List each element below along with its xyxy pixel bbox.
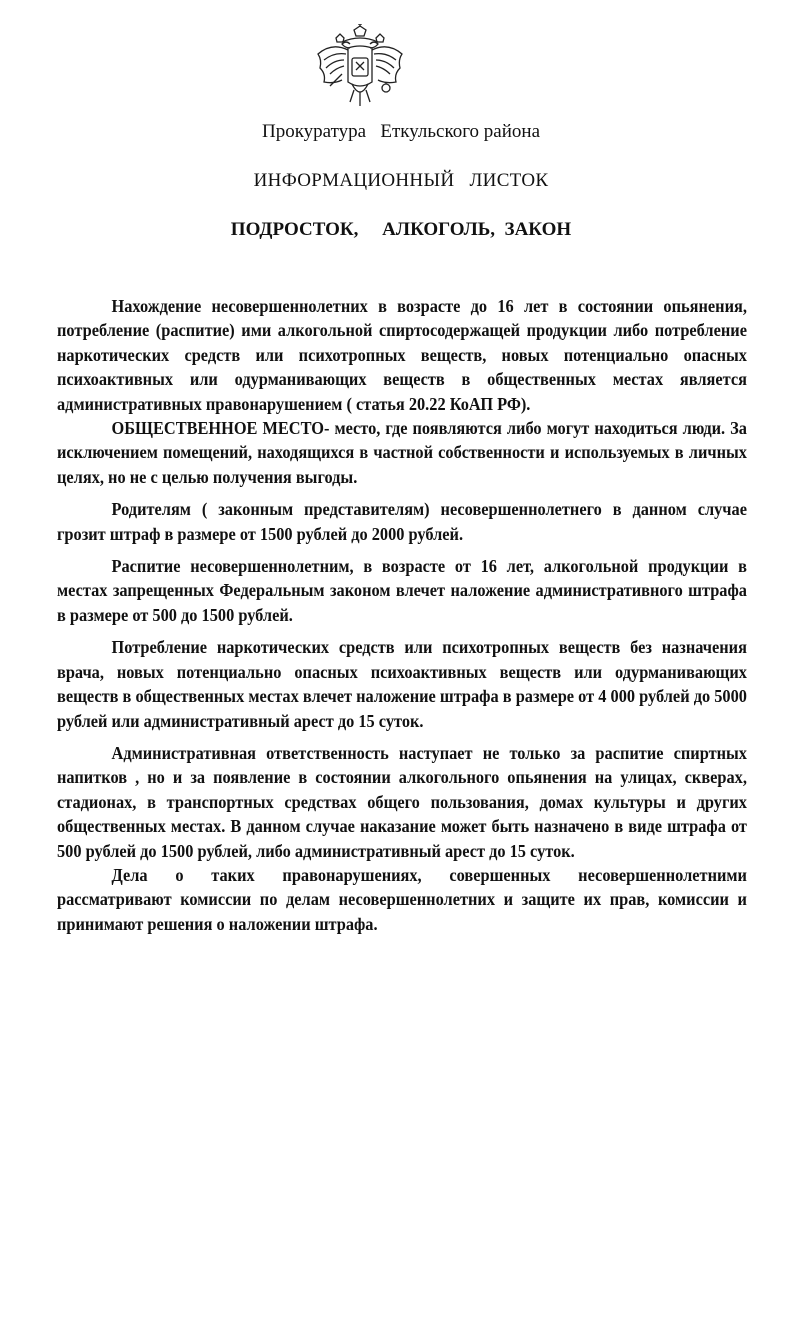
paragraph-administrative-liability: Административная ответственность наступает не только за распитие спиртных напитков , но и за появление в состоянии алкогольного опьянения на улицах, скверах, стадионах, в транспортных средствах общего пользования, домах культуры и других общественных местах. В данном случае наказание может быть назначено в виде штрафа от 500 рублей до 1500 рублей, либо административный арест до 15 суток. [57, 742, 747, 861]
document-type: ИНФОРМАЦИОННЫЙ ЛИСТОК [253, 170, 549, 191]
paragraph-parents-fine: Родителям ( законным представителям) несовершеннолетнего в данном случае грозит штраф в размере от 1500 рублей до 2000 рублей. [57, 499, 747, 544]
paragraph-drinking-over-16: Распитие несовершеннолетним, в возрасте от 16 лет, алкогольной продукции в местах запрещенных Федеральным законом влечет наложение административного штрафа в размере от 500 до 1500 рублей. [57, 556, 747, 625]
organization-name: Прокуратура Еткульского района [261, 121, 540, 142]
paragraph-public-place-definition: ОБЩЕСТВЕННОЕ МЕСТО- место, где появляются либо могут находиться люди. За исключением помещений, находящихся в частной собственности и используемых в личных целях, но не с целью получения выгоды. [57, 418, 747, 487]
document-title: ПОДРОСТОК, АЛКОГОЛЬ, ЗАКОН [230, 219, 572, 240]
coat-of-arms-emblem [312, 24, 408, 112]
paragraph-commissions: Дела о таких правонарушениях, совершенных несовершеннолетними рассматривают комиссии по делам несовершеннолетних и защите их прав, комиссии и принимают решения о наложении штрафа. [57, 864, 747, 934]
paragraph-narcotics: Потребление наркотических средств или психотропных веществ без назначения врача, новых потенциально опасных психоактивных веществ или одурманивающих веществ в общественных местах влечет наложение штрафа в размере от 4 000 рублей до 5000 рублей или административный арест до 15 суток. [57, 637, 747, 731]
paragraph-minors-intoxication: Нахождение несовершеннолетних в возрасте до 16 лет в состоянии опьянения, потребление (распитие) ими алкогольной спиртосодержащей продукции либо потребление наркотических средств или психотропных веществ, новых потенциально опасных психоактивных или одурманивающих веществ в общественных местах является административных правонарушением ( статья 20.22 КоАП РФ). [57, 296, 747, 414]
document-body [57, 294, 747, 936]
